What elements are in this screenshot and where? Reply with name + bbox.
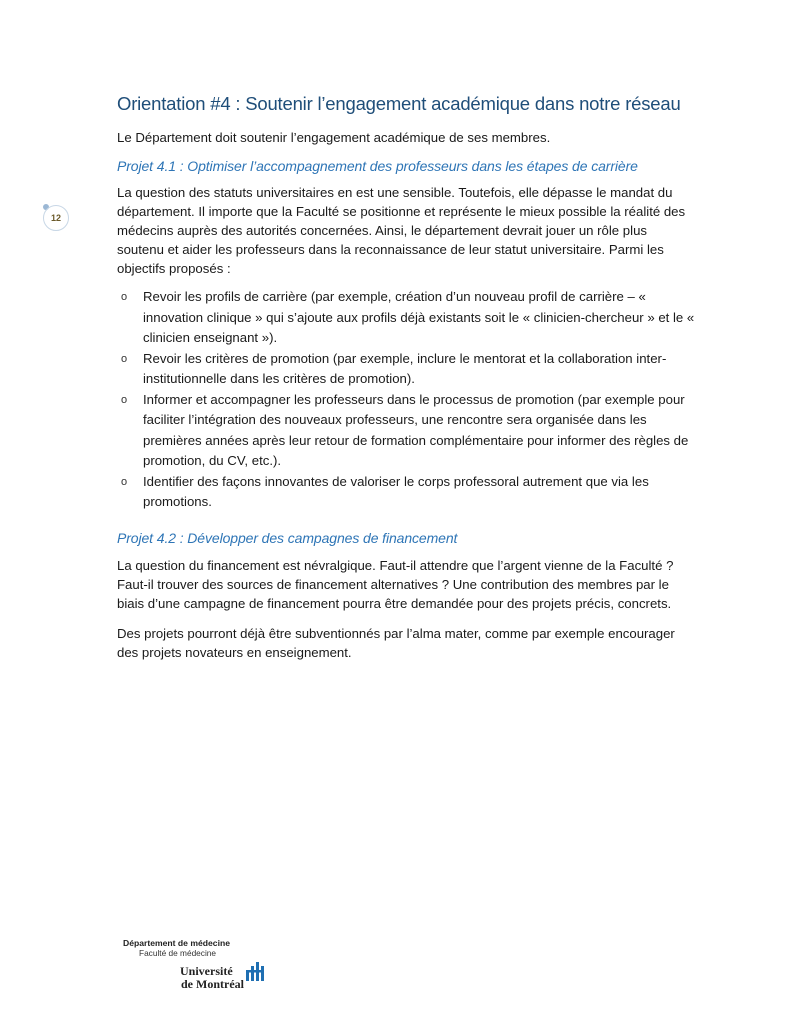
project-4-2-title: Projet 4.2 : Développer des campagnes de financement bbox=[117, 530, 458, 546]
list-item-text: Revoir les profils de carrière (par exemple, création d’un nouveau profil de carrière – « innovation clinique » qui s’ajoute aux profils déjà existants soit le « clinicien-chercheur » et le « clinicien enseignant »). bbox=[143, 289, 695, 345]
project-4-1-paragraph: La question des statuts universitaires en est une sensible. Toutefois, elle dépasse le mandat du département. Il importe que la Faculté se positionne et représente le mieux possible la réalité des médecins auprès des autorités concernées. Ainsi, le département devrait jouer un rôle plus soutenu et aider les professeurs dans la reconnaissance de leur statut universitaire. Parmi les objectifs proposés : bbox=[117, 185, 686, 276]
list-item-text: Revoir les critères de promotion (par exemple, inclure le mentorat et la collaboration inter-institutionnelle dans les critères de promotion). bbox=[143, 350, 667, 386]
bullet-marker: o bbox=[121, 475, 128, 488]
list-item-text: Identifier des façons innovantes de valoriser le corps professoral autrement que via les promotions. bbox=[143, 473, 649, 509]
bullet-marker: o bbox=[121, 393, 128, 406]
project-4-2-paragraph-1: La question du financement est névralgique. Faut-il attendre que l’argent vienne de la Faculté ? Faut-il trouver des sources de financement alternatives ? Une contribution des membres par le biais d’une campagne de financement pourra être demandée pour des projets précis, concrets. bbox=[117, 558, 674, 611]
footer-university-line-2: de Montréal bbox=[181, 977, 244, 991]
list-item bbox=[117, 472, 697, 513]
orientation-heading: Orientation #4 : Soutenir l’engagement académique dans notre réseau bbox=[117, 93, 681, 114]
list-item-text: Informer et accompagner les professeurs dans le processus de promotion (par exemple pour faciliter l’intégration des nouveaux professeurs, une rencontre sera organisée dans les premières années après leur retour de formation complémentaire pour informer des règles de promotion, du CV, etc.). bbox=[143, 391, 689, 468]
project-4-1-title: Projet 4.1 : Optimiser l’accompagnement des professeurs dans les étapes de carrière bbox=[117, 158, 638, 174]
footer-faculty: Faculté de médecine bbox=[139, 948, 217, 958]
page-number: 12 bbox=[43, 205, 69, 231]
bullet-marker: o bbox=[121, 352, 128, 365]
footer-department: Département de médecine bbox=[123, 938, 230, 948]
list-item bbox=[117, 349, 697, 390]
list-item bbox=[117, 287, 697, 349]
list-item bbox=[117, 390, 697, 472]
bullet-marker: o bbox=[121, 291, 128, 303]
project-4-2-paragraph-2: Des projets pourront déjà être subventionnés par l’alma mater, comme par exemple encourager des projets novateurs en enseignement. bbox=[117, 626, 675, 660]
footer-university-line-1: Université bbox=[180, 964, 233, 978]
objectives-list bbox=[117, 287, 697, 513]
intro-paragraph: Le Département doit soutenir l’engagement académique de ses membres. bbox=[117, 130, 551, 145]
university-logo-icon bbox=[245, 961, 267, 981]
footer-logo-block bbox=[123, 938, 273, 998]
